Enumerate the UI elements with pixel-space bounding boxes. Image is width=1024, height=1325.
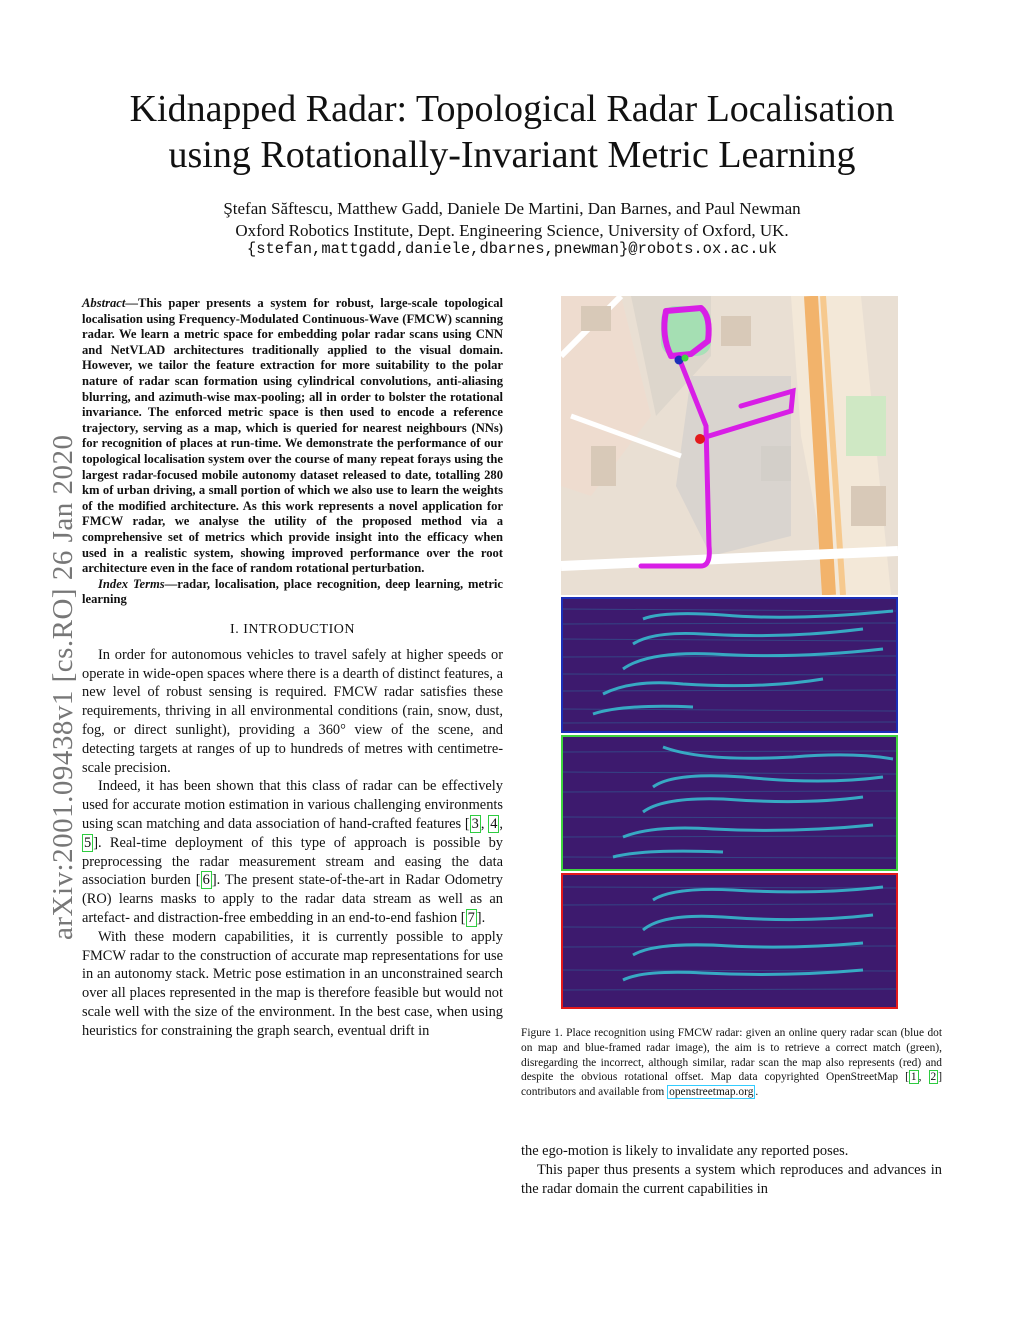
right-column-body — [521, 1142, 942, 1198]
arxiv-stamp: arXiv:2001.09438v1 [cs.RO] 26 Jan 2020 — [47, 434, 79, 940]
caption-text-a: Figure 1. Place recognition using FMCW radar: given an online query radar scan (blue dot on map and blue-framed radar image), the aim is to retrieve a correct match (green), disregarding the incorrect, although similar, radar scan the map also represents (red) and despite the obvious rotational offset. Map data copyrighted OpenStreetMap [ — [521, 1027, 942, 1084]
right-paragraph-2: This paper thus presents a system which reproduces and advances in the radar domain the current capabilities in — [521, 1161, 942, 1197]
citation-7[interactable]: 7 — [467, 910, 475, 927]
index-text: —radar, localisation, place recognition, deep learning, metric learning — [82, 576, 503, 607]
citation-6[interactable]: 6 — [202, 872, 210, 889]
figure-1 — [561, 296, 898, 1009]
figure-caption: Figure 1. Place recognition using FMCW radar: given an online query radar scan (blue dot on map and blue-framed radar image), the aim is to retrieve a correct match (green), disregarding the incorrect, although similar, radar scan the map also represents (red) and despite the obvious rotational offset. Map data copyrighted OpenStreetMap [ 1 , 2 ] contributors and available from openstreetmap.org . — [521, 1027, 943, 1099]
incorrect-scan — [561, 873, 898, 1009]
match-scan — [561, 735, 898, 871]
right-paragraph-1: the ego-motion is likely to invalidate any reported poses. — [521, 1143, 849, 1159]
intro-paragraph-1: In order for autonomous vehicles to travel safely at higher speeds or operate in wide-open spaces where there is a dearth of distinct features, a new level of robust sensing is required. FMCW radar satisfies these requirements, thriving in all environmental conditions (rain, snow, dust, fog, or direct sunlight), providing a 360° view of the scene, and detecting targets at ranges of up to hundreds of metres with centimetre-scale precision. — [82, 646, 503, 776]
affiliation: Oxford Robotics Institute, Dept. Engineering Science, University of Oxford, UK. — [235, 221, 789, 240]
paper-title — [60, 86, 964, 178]
abstract-label: Abstract — [82, 296, 126, 310]
citation-1[interactable]: 1 — [910, 1071, 917, 1084]
incorrect-dot — [695, 434, 705, 444]
map-panel — [561, 296, 898, 595]
osm-link[interactable]: openstreetmap.org — [669, 1086, 754, 1099]
intro-paragraph-3: With these modern capabilities, it is currently possible to apply FMCW radar to the construction of accurate map representations for use in an autonomy stack. Metric pose estimation in an unconstrained search over all places represented in the map is therefore feasible but would not scale well with the size of the environment. In the best case, when using heuristics for constraining the graph search, eventual drift in — [82, 928, 503, 1039]
title-line-1: Kidnapped Radar: Topological Radar Localisation — [129, 88, 895, 130]
left-column — [82, 296, 503, 1041]
index-label: Index Terms — [98, 576, 165, 591]
index-terms — [82, 577, 503, 608]
para2-text-b: ]. Real-time deployment of this type of approach is possible by preprocessing the radar measurement stream and easing the data association burden [ — [82, 834, 503, 889]
author-names: Ştefan Săftescu, Matthew Gadd, Daniele De Martini, Dan Barnes, and Paul Newman — [223, 199, 801, 218]
match-dot — [682, 355, 689, 362]
intro-body — [82, 646, 503, 1041]
para2-text-a: Indeed, it has been shown that this class of radar can be effectively used for accurate motion estimation in various challenging environments using scan matching and data association of hand-crafted features [ — [82, 778, 503, 833]
abstract — [82, 296, 503, 577]
para2-text-d: ]. — [476, 910, 486, 927]
caption-text-b: ] contributors and available from — [521, 1071, 943, 1099]
title-line-2: using Rotationally-Invariant Metric Learning — [168, 134, 856, 176]
intro-paragraph-2: Indeed, it has been shown that this class of radar can be effectively used for accurate motion estimation in various challenging environments using scan matching and data association of hand-crafted features [ 3 , 4 , 5 ]. Real-time deployment of this type of approach is possible by preprocessing the radar measurement stream and easing the data association burden [ 6 ]. The present state-of-the-art in Radar Odometry (RO) learns masks to apply to the radar data stream as well as an artefact- and distraction-free embedding in an end-to-end fashion [ 7 ]. — [82, 778, 503, 927]
citation-5[interactable]: 5 — [84, 834, 92, 851]
abstract-text: —This paper presents a system for robust, large-scale topological localisation using Frequency-Modulated Continuous-Wave (FMCW) scanning radar. We learn a metric space for embedding polar radar scans using CNN and NetVLAD architectures traditionally applied to the visual domain. However, we tailor the feature extraction for more suitability to the polar nature of radar scan formation using cylindrical convolutions, anti-aliasing blurring, and azimuth-wise max-pooling; all in order to bolster the rotational invariance. The enforced metric space is then used to encode a reference trajectory, serving as a map, which is queried for nearest neighbours (NNs) for recognition of places at run-time. We demonstrate the performance of our topological localisation system over the course of many repeat forays using the largest radar-focused mobile autonomy dataset released to date, totalling 280 km of urban driving, a small portion of which we also use to learn the weights of the modified architecture. As this work represents a novel application for FMCW radar, we analyse the utility of the proposed method via a comprehensive set of metrics which provide insight into the efficacy when used in a realistic system, showing improved performance over the root architecture even in the face of random rotational perturbation. — [82, 296, 503, 576]
para2-text-c: ]. The present state-of-the-art in Radar Odometry (RO) learns masks to apply to the radar data stream as well as an artefact- and distraction-free embedding in an end-to-end fashion [ — [82, 872, 503, 927]
citation-4[interactable]: 4 — [490, 816, 498, 833]
author-emails: {stefan,mattgadd,daniele,dbarnes,pnewman}@robots.ox.ac.uk — [246, 240, 778, 258]
citation-3[interactable]: 3 — [471, 816, 479, 833]
section-heading: I. INTRODUCTION — [230, 621, 355, 637]
query-scan — [561, 597, 898, 733]
caption-text-c: . — [755, 1086, 759, 1099]
citation-2[interactable]: 2 — [930, 1071, 937, 1084]
author-block — [60, 198, 964, 242]
